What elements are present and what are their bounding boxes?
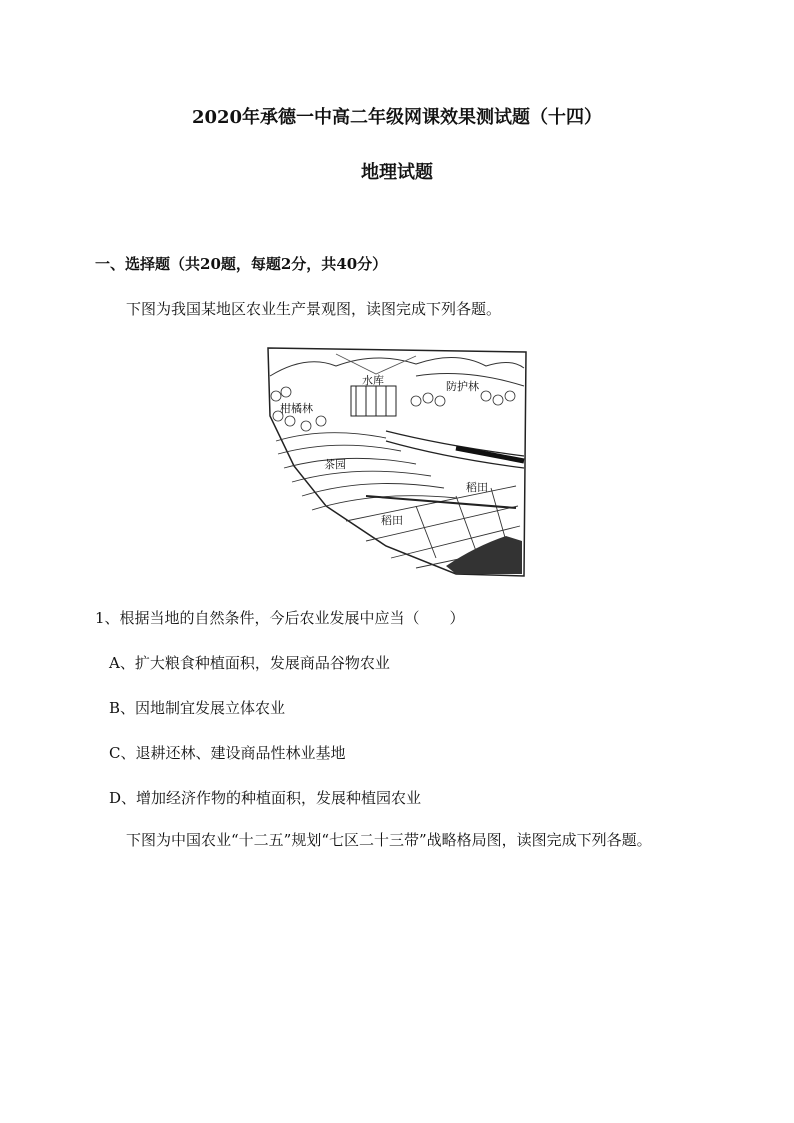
farm-landscape-drawing	[266, 346, 528, 578]
question-1-option-c: C、退耕还林、建设商品性林业基地	[109, 744, 346, 762]
question-1-option-a: A、扩大粮食种植面积，发展商品谷物农业	[109, 654, 390, 672]
page-subtitle: 地理试题	[361, 162, 433, 183]
intro-text-2: 下图为中国农业“十二五”规划“七区二十三带”战略格局图，读图完成下列各题。	[126, 831, 652, 849]
page-title: 2020年承德一中高二年级网课效果测试题（十四）	[191, 107, 603, 128]
section-heading: 一、选择题（共20题，每题2分，共40分）	[95, 255, 388, 273]
question-1-stem: 1、根据当地的自然条件，今后农业发展中应当（ ）	[95, 609, 465, 627]
label-rice-field-1: 稻田	[466, 481, 488, 494]
label-shelterbelt: 防护林	[446, 380, 479, 393]
label-rice-field-2: 稻田	[381, 514, 403, 527]
question-1-option-b: B、因地制宜发展立体农业	[109, 699, 286, 717]
question-1-option-d: D、增加经济作物的种植面积，发展种植园农业	[109, 789, 422, 807]
label-tea-garden: 茶园	[324, 458, 346, 471]
label-orange-grove: 柑橘林	[280, 402, 313, 415]
label-reservoir: 水库	[362, 374, 384, 387]
farm-landscape-figure	[266, 346, 528, 578]
intro-text-1: 下图为我国某地区农业生产景观图，读图完成下列各题。	[126, 300, 502, 318]
